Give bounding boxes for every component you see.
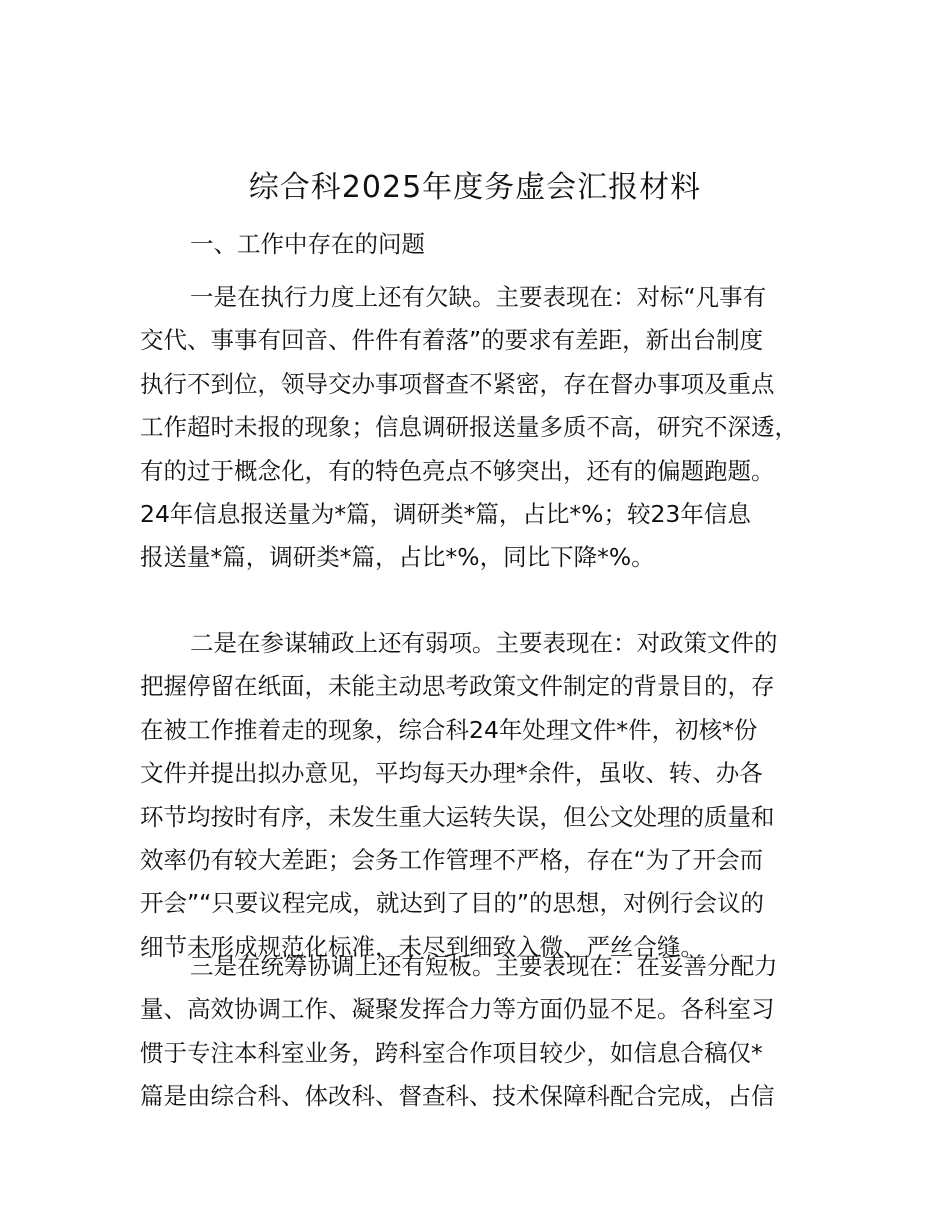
paragraph-line: 文件并提出拟办意见，平均每天办理*余件，虽收、转、办各 [140, 759, 763, 788]
paragraph-line: 量、高效协调工作、凝聚发挥合力等方面仍显不足。各科室习 [140, 995, 775, 1024]
paragraph-line: 交代、事事有回音、件件有着落”的要求有差距，新出台制度 [140, 326, 764, 355]
paragraph-line: 环节均按时有序，未发生重大运转失误，但公文处理的质量和 [140, 802, 775, 831]
paragraph-line: 把握停留在纸面，未能主动思考政策文件制定的背景目的，存 [140, 672, 775, 701]
paragraph-coordination [140, 945, 830, 1119]
paragraph-line: 篇是由综合科、体改科、督查科、技术保障科配合完成，占信 [140, 1082, 775, 1111]
document-title: 综合科2025年度务虚会汇报材料 [248, 170, 702, 205]
paragraph-advisory [140, 622, 830, 969]
paragraph-line: 效率仍有较大差距；会务工作管理不严格，存在“为了开会而 [140, 846, 764, 875]
section-heading: 一、工作中存在的问题 [190, 230, 425, 258]
paragraph-line: 报送量*篇，调研类*篇，占比*%，同比下降*%。 [140, 543, 655, 572]
paragraph-line: 一是在执行力度上还有欠缺。主要表现在：对标“凡事有 [190, 283, 767, 311]
paragraph-line: 惯于专注本科室业务，跨科室合作项目较少，如信息合稿仅* [140, 1038, 763, 1067]
paragraph-line: 在被工作推着走的现象，综合科24年处理文件*件，初核*份 [140, 715, 758, 744]
paragraph-line: 细节未形成规范化标准，未尽到细致入微、严丝合缝。 [140, 932, 704, 961]
paragraph-execution [140, 276, 830, 580]
paragraph-line: 三是在统筹协调上还有短板。主要表现在：在妥善分配力 [190, 952, 778, 980]
paragraph-line: 24年信息报送量为*篇，调研类*篇，占比*%；较23年信息 [140, 500, 751, 529]
paragraph-line: 二是在参谋辅政上还有弱项。主要表现在：对政策文件的 [190, 629, 778, 657]
paragraph-line: 执行不到位，领导交办事项督查不紧密，存在督办事项及重点 [140, 369, 775, 398]
paragraph-line: 工作超时未报的现象；信息调研报送量多质不高，研究不深透， [140, 413, 798, 442]
paragraph-line: 开会”“只要议程完成，就达到了目的”的思想，对例行会议的 [140, 889, 765, 918]
paragraph-line: 有的过于概念化，有的特色亮点不够突出，还有的偏题跑题。 [140, 456, 775, 485]
